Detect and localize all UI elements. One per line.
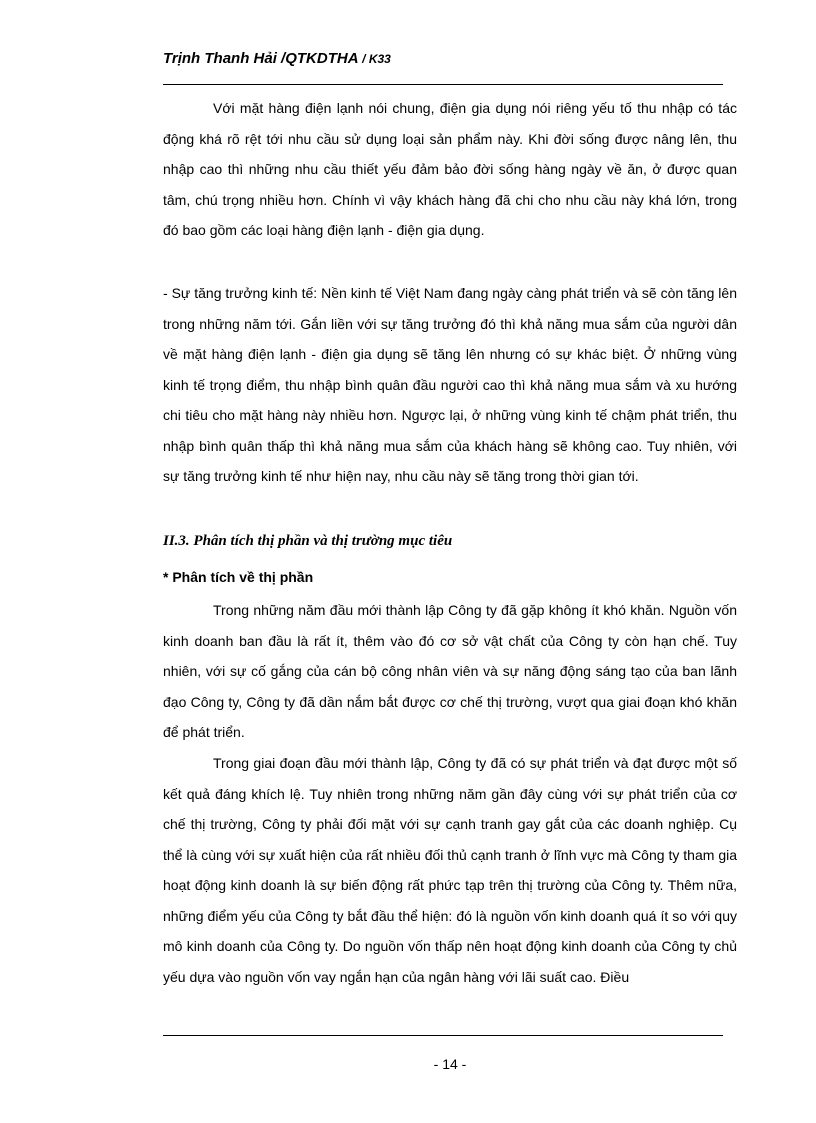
section-heading <box>163 526 737 557</box>
header-class: / K33 <box>362 52 391 66</box>
page-number: - 14 - <box>433 1056 467 1072</box>
subsection-heading <box>163 562 737 593</box>
paragraph-economic-growth <box>163 278 737 492</box>
paragraph-text: Trong giai đoạn đầu mới thành lập, Công ty đã có sự phát triển và đạt được một số kết quả đáng khích lệ. Tuy nhiên trong những năm gần đây cùng với sự phát triển của cơ chế thị trường, Công ty phải đối mặt với sự cạnh tranh gay gắt của các doanh nghiệp. Cụ thể là cùng với sự xuất hiện của rất nhiều đối thủ cạnh tranh ở lĩnh vực mà Công ty tham gia hoạt động kinh doanh là sự biến động rất phức tạp trên thị trường của Công ty. Thêm nữa, những điểm yếu của Công ty bắt đầu thể hiện: đó là nguồn vốn kinh doanh quá ít so với quy mô kinh doanh của Công ty. Do nguồn vốn thấp nên hoạt động kinh doanh của Công ty chủ yếu dựa vào nguồn vốn vay ngắn hạn của ngân hàng với lãi suất cao. Điều <box>163 755 737 985</box>
footer-rule <box>163 1035 723 1036</box>
subsection-heading-text: * Phân tích về thị phần <box>163 569 314 585</box>
paragraph-income <box>163 93 737 246</box>
running-header <box>163 50 723 67</box>
section-heading-text: II.3. Phân tích thị phần và thị trường mục tiêu <box>163 533 453 549</box>
paragraph-text: - Sự tăng trưởng kinh tế: Nền kinh tế Việt Nam đang ngày càng phát triển và sẽ còn tăng lên trong những năm tới. Gắn liền với sự tăng trưởng đó thì khả năng mua sắm của người dân về mặt hàng điện lạnh - điện gia dụng sẽ tăng lên nhưng có sự khác biệt. Ở những vùng kinh tế trọng điểm, thu nhập bình quân đầu người cao thì khả năng mua sắm và xu hướng chi tiêu cho mặt hàng này nhiều hơn. Ngược lại, ở những vùng kinh tế chậm phát triển, thu nhập bình quân thấp thì khả năng mua sắm của khách hàng sẽ không cao. Tuy nhiên, với sự tăng trưởng kinh tế như hiện nay, nhu cầu này sẽ tăng trong thời gian tới. <box>163 285 737 484</box>
paragraph-text: Với mặt hàng điện lạnh nói chung, điện gia dụng nói riêng yếu tố thu nhập có tác động khá rõ rệt tới nhu cầu sử dụng loại sản phẩm này. Khi đời sống được nâng lên, thu nhập cao thì những nhu cầu thiết yếu đảm bảo đời sống hàng ngày về ăn, ở được quan tâm, chú trọng nhiều hơn. Chính vì vậy khách hàng đã chi cho nhu cầu này khá lớn, trong đó bao gồm các loại hàng điện lạnh - điện gia dụng. <box>163 100 737 238</box>
header-author: Trịnh Thanh Hải /QTKDTHA <box>163 50 358 67</box>
paragraph-competition <box>163 748 737 992</box>
paragraph-early-years <box>163 595 737 748</box>
paragraph-text: Trong những năm đầu mới thành lập Công ty đã gặp không ít khó khăn. Nguồn vốn kinh doanh ban đầu là rất ít, thêm vào đó cơ sở vật chất của Công ty còn hạn chế. Tuy nhiên, với sự cố gắng của cán bộ công nhân viên và sự năng động sáng tạo của ban lãnh đạo Công ty, Công ty đã dần nắm bắt được cơ chế thị trường, vượt qua giai đoạn khó khăn để phát triển. <box>163 602 737 740</box>
header-rule <box>163 84 723 85</box>
